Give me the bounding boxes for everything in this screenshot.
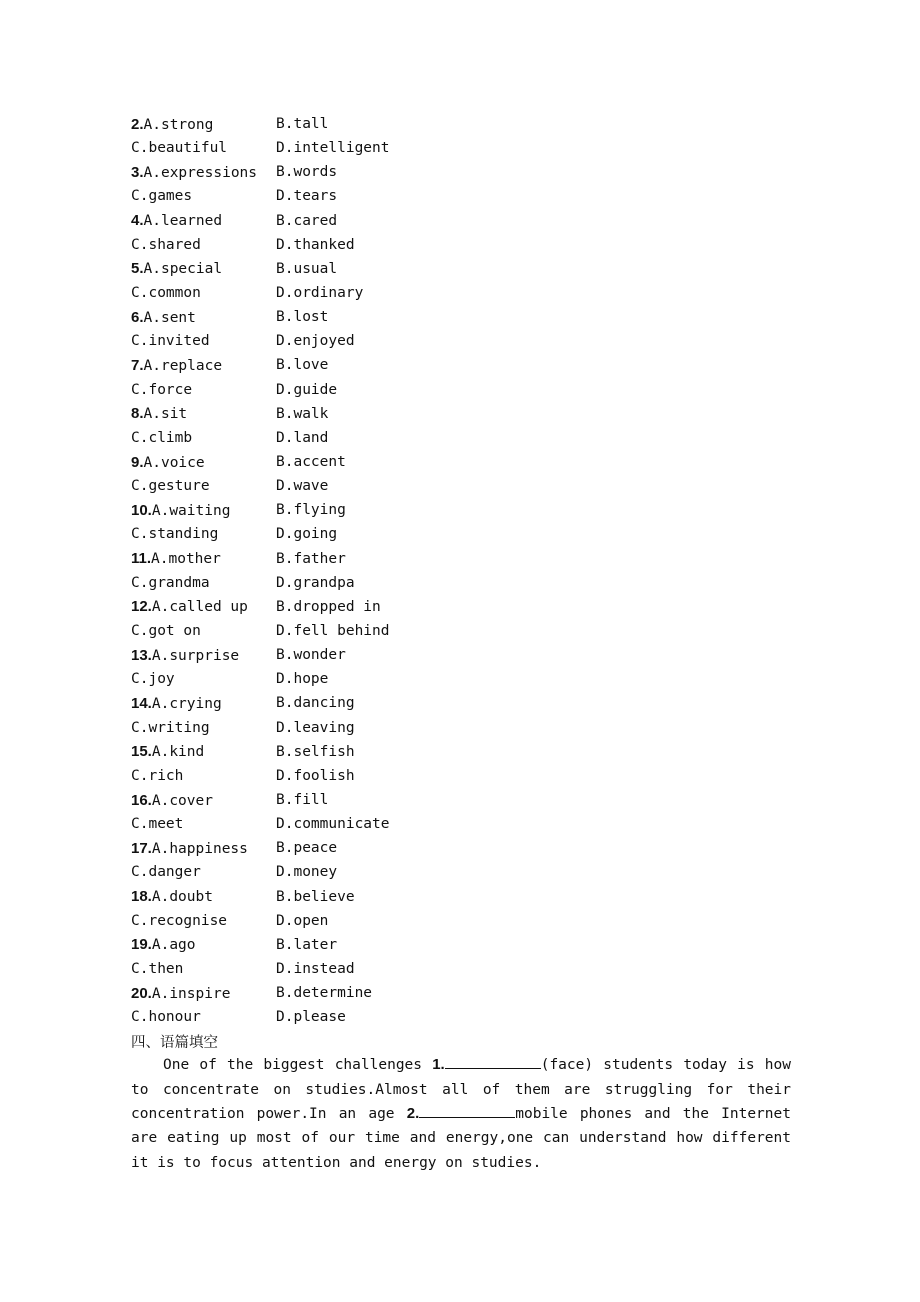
option-b: B.father — [276, 550, 346, 567]
question-number: 12. — [131, 598, 152, 616]
option-c: C.joy — [131, 671, 175, 688]
option-a-text: A.sit — [143, 406, 188, 423]
option-c: C.shared — [131, 236, 201, 253]
question-row — [131, 378, 791, 402]
option-a-text: A.replace — [143, 357, 223, 374]
option-c: C.then — [131, 960, 184, 977]
question-list — [131, 112, 791, 1029]
question-row — [131, 426, 791, 450]
option-c: C.recognise — [131, 912, 228, 929]
question-number: 11. — [131, 550, 152, 568]
option-b: B.determine — [276, 985, 373, 1002]
option-a-text: A.mother — [151, 551, 221, 568]
option-a-text: A.sent — [143, 309, 196, 326]
option-a — [131, 116, 276, 133]
option-a-text: A.surprise — [151, 647, 240, 664]
question-number: 6. — [131, 308, 144, 326]
option-c: C.grandma — [131, 574, 210, 591]
option-a-text: A.kind — [151, 744, 205, 761]
option-a-text: A.voice — [143, 454, 205, 471]
option-b: B.flying — [276, 502, 346, 519]
document-page — [131, 112, 791, 1175]
option-b: B.dropped in — [276, 598, 381, 615]
question-row — [131, 353, 791, 377]
question-number: 16. — [131, 791, 152, 809]
question-number: 4. — [131, 212, 144, 230]
question-row — [131, 402, 791, 426]
option-d: D.ordinary — [276, 285, 364, 302]
section-title: 四、语篇填空 — [131, 1034, 218, 1051]
option-c: C.danger — [131, 864, 201, 881]
question-row — [131, 547, 791, 571]
question-row — [131, 957, 791, 981]
option-b: B.accent — [276, 454, 346, 471]
question-row — [131, 812, 791, 836]
option-a — [131, 550, 276, 567]
question-row — [131, 981, 791, 1005]
option-a — [131, 840, 276, 857]
blank-2[interactable] — [419, 1105, 515, 1118]
option-c: C.beautiful — [131, 140, 228, 157]
option-d: D.instead — [276, 960, 355, 977]
question-number: 18. — [131, 888, 152, 906]
question-row — [131, 305, 791, 329]
option-a-text: A.called up — [151, 599, 248, 616]
option-a — [131, 357, 276, 374]
option-a — [131, 405, 276, 422]
question-number: 19. — [131, 936, 152, 954]
question-row — [131, 450, 791, 474]
option-b: B.later — [276, 936, 338, 953]
option-c: C.got on — [131, 623, 201, 640]
question-row — [131, 1005, 791, 1029]
option-c: C.games — [131, 188, 193, 205]
option-a-text: A.learned — [143, 213, 223, 230]
question-row — [131, 691, 791, 715]
option-a — [131, 792, 276, 809]
question-number: 2. — [131, 115, 144, 133]
question-number: 9. — [131, 453, 144, 471]
question-row — [131, 571, 791, 595]
option-d: D.land — [276, 429, 329, 446]
option-a — [131, 309, 276, 326]
option-d: D.fell behind — [276, 623, 390, 640]
option-a-text: A.waiting — [151, 502, 231, 519]
option-d: D.tears — [276, 188, 338, 205]
option-c: C.climb — [131, 429, 193, 446]
question-row — [131, 788, 791, 812]
question-row — [131, 716, 791, 740]
option-a — [131, 647, 276, 664]
option-b: B.words — [276, 164, 338, 181]
question-row — [131, 160, 791, 184]
question-row — [131, 860, 791, 884]
option-b: B.selfish — [276, 743, 355, 760]
option-a — [131, 502, 276, 519]
passage-text-1: One of the biggest challenges — [163, 1057, 433, 1074]
question-row — [131, 281, 791, 305]
option-a — [131, 164, 276, 181]
question-row — [131, 522, 791, 546]
question-number: 7. — [131, 356, 144, 374]
blank-number-2: 2. — [406, 1104, 420, 1122]
option-c: C.honour — [131, 1009, 201, 1026]
question-row — [131, 619, 791, 643]
option-b: B.dancing — [276, 695, 355, 712]
question-row — [131, 643, 791, 667]
question-number: 8. — [131, 405, 144, 423]
option-d: D.leaving — [276, 719, 355, 736]
passage-text-2: (face) students today is how to concentrate on studies.Almost all of them are struggling for their concentration power.In an age — [131, 1057, 791, 1122]
option-a-text: A.crying — [151, 695, 222, 712]
option-d: D.going — [276, 526, 338, 543]
option-d: D.wave — [276, 478, 329, 495]
option-a — [131, 985, 276, 1002]
option-a — [131, 743, 276, 760]
option-d: D.intelligent — [276, 140, 390, 157]
blank-1[interactable] — [445, 1056, 541, 1069]
blank-number-1: 1. — [432, 1056, 445, 1074]
question-row — [131, 667, 791, 691]
question-row — [131, 909, 791, 933]
option-c: C.standing — [131, 526, 219, 543]
question-row — [131, 885, 791, 909]
option-a-text: A.expressions — [143, 164, 258, 181]
option-d: D.please — [276, 1009, 346, 1026]
option-a — [131, 598, 276, 615]
question-number: 20. — [131, 984, 152, 1002]
option-b: B.love — [276, 357, 329, 374]
question-number: 3. — [131, 163, 144, 181]
option-d: D.money — [276, 864, 338, 881]
option-a-text: A.special — [143, 261, 223, 278]
question-number: 17. — [131, 839, 152, 857]
option-b: B.cared — [276, 212, 338, 229]
option-d: D.thanked — [276, 236, 355, 253]
option-d: D.open — [276, 912, 329, 929]
question-row — [131, 184, 791, 208]
question-row — [131, 474, 791, 498]
option-c: C.meet — [131, 816, 184, 833]
option-b: B.believe — [276, 888, 355, 905]
option-a-text: A.happiness — [151, 840, 248, 857]
option-d: D.enjoyed — [276, 333, 355, 350]
question-row — [131, 136, 791, 160]
question-number: 13. — [131, 646, 152, 664]
question-row — [131, 498, 791, 522]
option-a — [131, 454, 276, 471]
option-a-text: A.cover — [151, 792, 213, 809]
passage-text-3: mobile phones and the Internet are eating up most of our time and energy,one can understand how different it is to focus attention and energy on studies. — [131, 1105, 791, 1171]
option-c: C.writing — [131, 719, 210, 736]
passage-paragraph — [131, 1053, 791, 1174]
question-number: 10. — [131, 501, 152, 519]
option-a-text: A.doubt — [151, 889, 213, 906]
option-a — [131, 888, 276, 905]
option-a — [131, 260, 276, 277]
option-d: D.grandpa — [276, 574, 355, 591]
option-a — [131, 695, 276, 712]
question-row — [131, 764, 791, 788]
question-row — [131, 209, 791, 233]
option-b: B.wonder — [276, 647, 346, 664]
option-a-text: A.strong — [143, 116, 214, 133]
option-a-text: A.ago — [151, 937, 196, 954]
question-row — [131, 836, 791, 860]
option-d: D.guide — [276, 381, 338, 398]
option-c: C.force — [131, 381, 193, 398]
question-number: 15. — [131, 743, 152, 761]
question-row — [131, 933, 791, 957]
question-row — [131, 233, 791, 257]
option-d: D.hope — [276, 671, 329, 688]
option-b: B.fill — [276, 792, 329, 808]
option-d: D.foolish — [276, 767, 355, 784]
option-b: B.tall — [276, 116, 329, 133]
option-b: B.walk — [276, 405, 329, 422]
question-row — [131, 595, 791, 619]
option-b: B.lost — [276, 309, 329, 326]
option-d: D.communicate — [276, 816, 390, 833]
option-c: C.invited — [131, 333, 210, 350]
question-row — [131, 740, 791, 764]
option-c: C.rich — [131, 767, 184, 784]
question-number: 5. — [131, 260, 144, 278]
option-c: C.common — [131, 285, 201, 302]
question-row — [131, 257, 791, 281]
question-row — [131, 329, 791, 353]
question-number: 14. — [131, 694, 152, 712]
option-b: B.usual — [276, 260, 338, 277]
option-c: C.gesture — [131, 478, 210, 495]
option-b: B.peace — [276, 840, 338, 857]
option-a — [131, 936, 276, 953]
question-row — [131, 112, 791, 136]
option-a-text: A.inspire — [151, 985, 231, 1002]
option-a — [131, 212, 276, 229]
